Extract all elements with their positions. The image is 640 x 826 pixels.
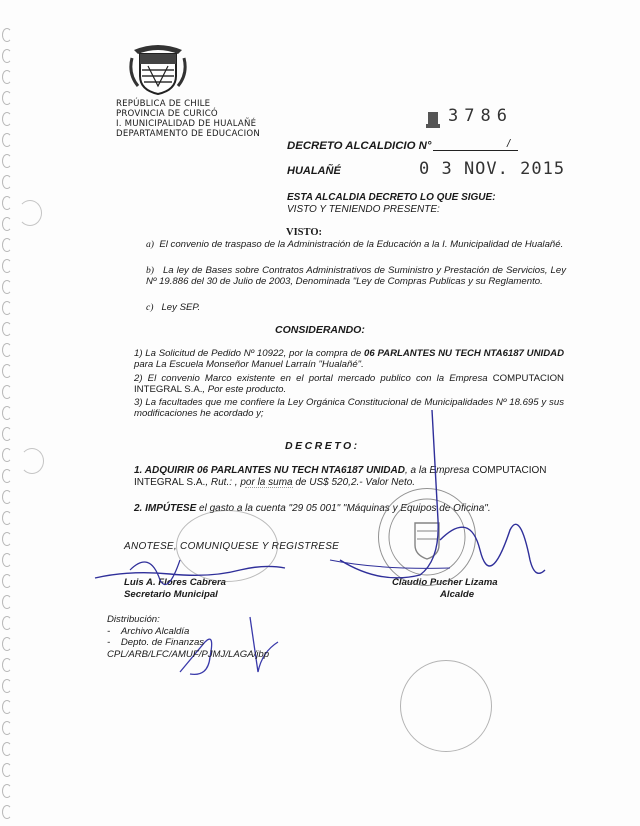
distribution-item-1: - Archivo Alcaldía bbox=[107, 626, 190, 637]
visto-item-b-letter: b) bbox=[146, 265, 154, 276]
considerando-item-2: 2) El convenio Marco existente en el portal mercado publico con la Empresa COMPUTACION INTEGRAL S.A., Por este producto. bbox=[134, 373, 564, 395]
secretary-signature bbox=[90, 540, 290, 600]
decreto-heading: DECRETO: bbox=[285, 440, 360, 452]
punch-hole-upper bbox=[18, 200, 42, 226]
municipal-coat-of-arms-logo bbox=[128, 40, 188, 98]
mayor-name: Claudio Pucher Lizama bbox=[392, 577, 498, 588]
header-line-2: PROVINCIA DE CURICÓ bbox=[116, 109, 218, 119]
binder-holes bbox=[2, 28, 14, 818]
decreto-item-2: 2. IMPÚTESE el gasto a la cuenta "29 05 001" "Máquinas y Equipos de Oficina". bbox=[134, 503, 491, 514]
header-line-3: I. MUNICIPALIDAD DE HUALAÑÉ bbox=[116, 119, 257, 129]
visto-item-b-text: La ley de Bases sobre Contratos Administrativos de Suministro y Prestación de Servicios, Ley Nº 19.886 del 30 de Julio de 2003, Denominada "Ley de Compras Publicas y su Reglamento. bbox=[146, 265, 566, 287]
decree-number-slash: / bbox=[507, 138, 511, 150]
visto-item-c bbox=[146, 302, 566, 313]
visto-item-c-letter: c) bbox=[146, 302, 154, 313]
decree-number-line bbox=[433, 150, 518, 151]
punch-hole-lower bbox=[20, 448, 44, 474]
decree-stamp-number: 3786 bbox=[448, 106, 513, 126]
stamp-icon bbox=[425, 110, 441, 130]
decree-date-stamp: 0 3 NOV. 2015 bbox=[419, 159, 566, 179]
visto-heading: VISTO: bbox=[286, 227, 322, 238]
visto-item-c-text: Ley SEP. bbox=[161, 302, 201, 313]
decreto-item-1: 1. ADQUIRIR 06 PARLANTES NU TECH NTA6187 UNIDAD, a la Empresa COMPUTACION INTEGRAL S.A., Rut.: , por la suma de US$ 520,2.- Valor Neto. bbox=[134, 465, 547, 488]
considerando-item-1: 1) La Solicitud de Pedido Nº 10922, por la compra de 06 PARLANTES NU TECH NTA6187 UNIDAD para La Escuela Monseñor Manuel Larraín "Hualañé". bbox=[134, 348, 564, 370]
visto-item-b bbox=[146, 265, 566, 287]
secretary-title: Secretario Municipal bbox=[124, 589, 218, 600]
distribution-initials: CPL/ARB/LFC/AMUF/PJMJ/LAGA/jbp bbox=[107, 649, 270, 660]
distribution-heading: Distribución: bbox=[107, 614, 160, 625]
secretary-name: Luis A. Flores Cabrera bbox=[124, 577, 227, 588]
mayor-seal-faded bbox=[400, 660, 492, 752]
anotese-line: ANOTESE, COMUNIQUESE Y REGISTRESE bbox=[124, 541, 340, 552]
considerando-item-3: 3) La facultades que me confiere la Ley Orgánica Constitucional de Municipalidades Nº 18.695 y sus modificaciones he acordado y; bbox=[134, 397, 564, 419]
alcaldia-decreto-heading: ESTA ALCALDIA DECRETO LO QUE SIGUE: bbox=[287, 192, 496, 203]
visto-teniendo-presente: VISTO Y TENIENDO PRESENTE: bbox=[287, 204, 440, 215]
visto-item-a bbox=[146, 239, 566, 250]
header-line-4: DEPARTAMENTO DE EDUCACION bbox=[116, 129, 260, 139]
visto-item-a-text: El convenio de traspaso de la Administración de la Educación a la I. Municipalidad de Hualañé. bbox=[159, 239, 564, 250]
header-line-1: REPÚBLICA DE CHILE bbox=[116, 99, 211, 109]
distribution-item-2: - Depto. de Finanzas bbox=[107, 637, 205, 648]
decree-title: DECRETO ALCALDICIO N° bbox=[287, 140, 432, 152]
mayor-title: Alcalde bbox=[440, 589, 475, 600]
considerando-heading: CONSIDERANDO: bbox=[275, 324, 365, 336]
decree-place: HUALAÑÉ bbox=[287, 165, 341, 177]
redacted-rut bbox=[245, 486, 293, 488]
mayor-signature bbox=[320, 410, 550, 610]
visto-item-a-letter: a) bbox=[146, 239, 154, 250]
